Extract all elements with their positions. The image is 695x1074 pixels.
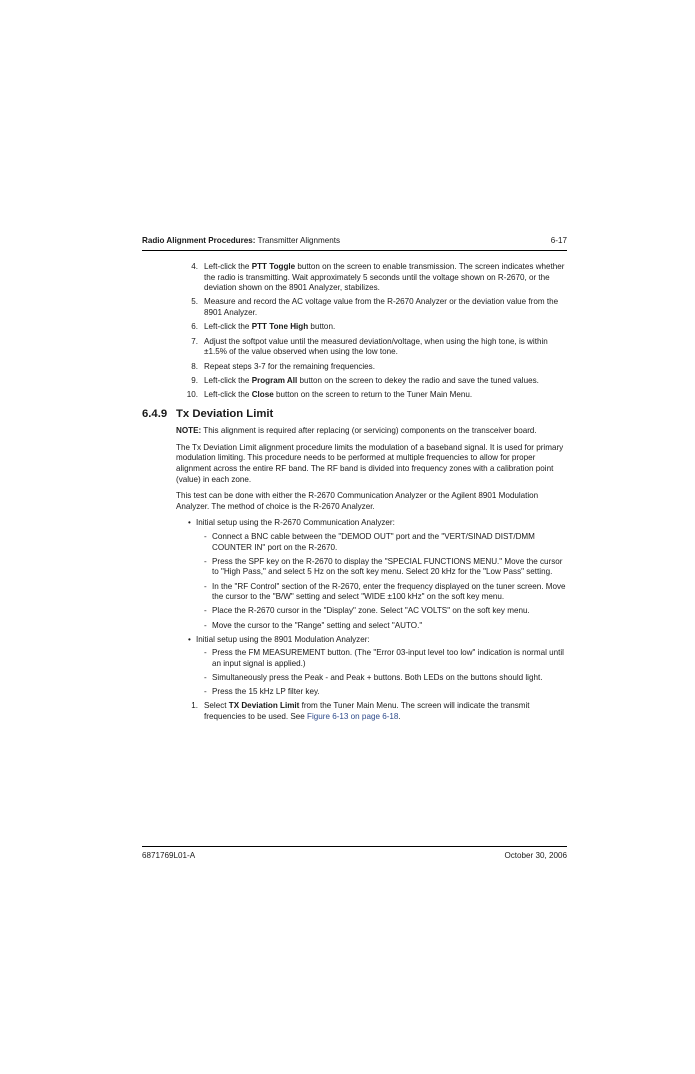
steps-list-top [142,262,567,401]
dash-icon: - [204,556,207,566]
dash-icon: - [204,620,207,630]
dash-item [142,648,567,669]
header-section-bold: Radio Alignment Procedures: [142,236,256,245]
note-text: This alignment is required after replacing (or servicing) components on the transceiver board. [201,426,537,436]
dash-item [142,532,567,553]
step-text-after: . [398,712,401,722]
step-text: Measure and record the AC voltage value from the R-2670 Analyzer or the deviation value from the 8901 Analyzer. [204,297,559,318]
dash-text: Press the FM MEASUREMENT button. (The "Error 03-input level too low" indication is normal until an input signal is applied.) [212,648,564,668]
step-item [142,701,567,722]
step-number: 6. [191,322,198,332]
step-bold: Program All [251,375,298,385]
dash-text: Press the SPF key on the R-2670 to display the "SPECIAL FUNCTIONS MENU." Move the cursor to "High Pass," and select 5 Hz on the soft key menu. Select 20 kHz for the "Low Pass" setting. [212,556,563,577]
step-number: 1. [191,701,198,711]
dash-item [142,673,567,684]
step-number: 4. [191,262,198,271]
header-page-number: 6-17 [550,236,567,245]
step-text: Adjust the softpot value until the measured deviation/voltage, when using the high tone, is within ±1.5% of the value observed when using the low tone. [204,336,548,357]
dash-icon: - [204,673,207,683]
bullet-text: Initial setup using the 8901 Modulation Analyzer: [196,634,370,644]
dash-item [142,687,567,698]
dash-text: Move the cursor to the "Range" setting and select "AUTO." [212,620,423,630]
step-item [142,376,567,387]
dash-item [142,621,567,632]
step-text-after: button on the screen to dekey the radio and save the tuned values. [297,375,539,385]
step-text: Left-click the [204,262,252,271]
dash-text: Press the 15 kHz LP filter key. [212,687,320,697]
bullet-item [142,518,567,529]
step-text: Left-click the [204,390,252,400]
section-number: 6.4.9 [142,407,168,420]
step-text: Repeat steps 3-7 for the remaining frequencies. [204,361,375,371]
step-text-after: button. [308,322,336,332]
section-heading [142,409,567,420]
bullet-icon: • [188,634,191,644]
body-paragraph-2: This test can be done with either the R-2670 Communication Analyzer or the Agilent 8901 Modulation Analyzer. The method of choice is the R-2670 Analyzer. [176,491,539,511]
step-number: 8. [191,361,198,371]
step-bold: PTT Tone High [251,322,309,332]
step-number: 5. [191,297,198,307]
dash-text: Place the R-2670 cursor in the "Display" zone. Select "AC VOLTS" on the soft key menu. [212,606,530,616]
dash-item [142,582,567,603]
dash-text: Connect a BNC cable between the "DEMOD OUT" port and the "VERT/SINAD DIST/DMM COUNTER IN" port on the R-2670. [212,532,535,552]
step-bold: Close [251,390,274,400]
step-item [142,262,567,294]
bullet-item [142,635,567,646]
dash-item [142,606,567,617]
page-body [142,262,567,726]
bullet-text: Initial setup using the R-2670 Communication Analyzer: [196,518,395,528]
header-section [142,236,340,245]
footer-date: October 30, 2006 [504,851,567,860]
figure-link[interactable]: Figure 6-13 on page 6-18 [307,712,399,722]
step-text-after: button on the screen to return to the Tuner Main Menu. [273,390,473,400]
footer-rule [142,846,567,847]
dash-icon: - [204,581,207,591]
header-rule [142,250,567,251]
step-text-mid: from the Tuner Main Menu. The screen will indicate the transmit frequencies to be used. See [204,701,530,722]
header-section-rest: Transmitter Alignments [255,236,341,245]
step-item [142,337,567,358]
bullet-icon: • [188,518,191,528]
step-item [142,362,567,373]
dash-item [142,557,567,578]
step-bold: PTT Toggle [251,262,296,271]
step-bold: TX Deviation Limit [228,701,300,711]
step-number: 9. [191,375,198,385]
page-header [142,236,567,250]
dash-text: In the "RF Control" section of the R-2670, enter the frequency displayed on the tuner screen. Move the cursor to the "B/W" setting and select "WIDE ±100 kHz" on the soft key menu. [212,581,566,602]
step-text-after: button on the screen to enable transmission. The screen indicates whether the radio is transmitting. Wait approximately 5 seconds until the voltage shown on R-2670, or the deviation shown on the 8901 Analyzer, stabilizes. [204,262,565,293]
step-text: Left-click the [204,375,252,385]
dash-icon: - [204,606,207,616]
step-item [142,322,567,333]
dash-icon: - [204,687,207,697]
step-number: 10. [186,390,198,400]
step-text: Left-click the [204,322,252,332]
footer-doc-number: 6871769L01-A [142,851,196,860]
section-title: Tx Deviation Limit [176,407,274,420]
step-item [142,297,567,318]
dash-icon: - [204,532,207,541]
dash-text: Simultaneously press the Peak - and Peak + buttons. Both LEDs on the buttons should light. [212,673,543,683]
step-number: 7. [191,336,198,346]
dash-icon: - [204,648,207,658]
steps-list-final [142,701,567,722]
step-item [142,390,567,401]
step-text: Select [204,701,229,711]
body-paragraph-1: The Tx Deviation Limit alignment procedure limits the modulation of a baseband signal. It is used for primary modulation limiting. This procedure needs to be performed at multiple frequencies to allow for proper alignment across the entire RF band. The RF band is divided into frequency zones with a calibration point (value) in each zone. [176,442,564,484]
note-paragraph [176,426,567,437]
note-label: NOTE: [176,426,202,436]
